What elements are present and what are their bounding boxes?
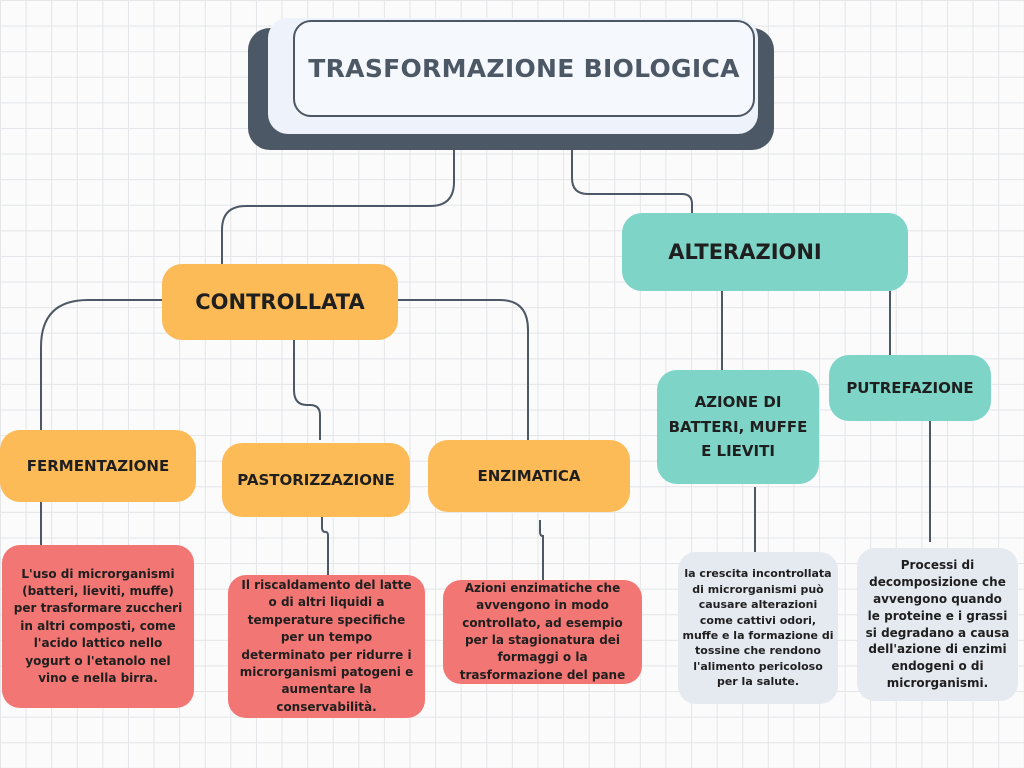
main-title: TRASFORMAZIONE BIOLOGICA	[293, 20, 755, 117]
node-pastorizzazione: PASTORIZZAZIONE	[222, 443, 410, 517]
desc-enzimatica: Azioni enzimatiche che avvengono in modo controllato, ad esempio per la stagionatura dei formaggi o la trasformazione del pane	[443, 580, 642, 684]
desc-putrefazione: Processi di decomposizione che avvengono quando le proteine e i grassi si degradano a causa dell'azione di enzimi endogeni o di microrganismi.	[857, 548, 1018, 701]
node-controllata: CONTROLLATA	[162, 264, 398, 340]
desc-azione-batteri: la crescita incontrollata di microrganismi può causare alterazioni come cattivi odori, muffe e la formazione di tossine che rendono l'alimento pericoloso per la salute.	[678, 552, 838, 704]
node-enzimatica: ENZIMATICA	[428, 440, 630, 512]
node-azione-batteri: AZIONE DI BATTERI, MUFFE E LIEVITI	[657, 370, 819, 484]
node-alterazioni: ALTERAZIONI	[622, 213, 908, 291]
desc-fermentazione: L'uso di microrganismi (batteri, lieviti, muffe) per trasformare zuccheri in altri composti, come l'acido lattico nello yogurt o l'etanolo nel vino e nella birra.	[2, 545, 194, 708]
node-putrefazione: PUTREFAZIONE	[829, 355, 991, 421]
node-fermentazione: FERMENTAZIONE	[0, 430, 196, 502]
desc-pastorizzazione: Il riscaldamento del latte o di altri liquidi a temperature specifiche per un tempo determinato per ridurre i microrganismi patogeni e aumentare la conservabilità.	[228, 575, 425, 718]
